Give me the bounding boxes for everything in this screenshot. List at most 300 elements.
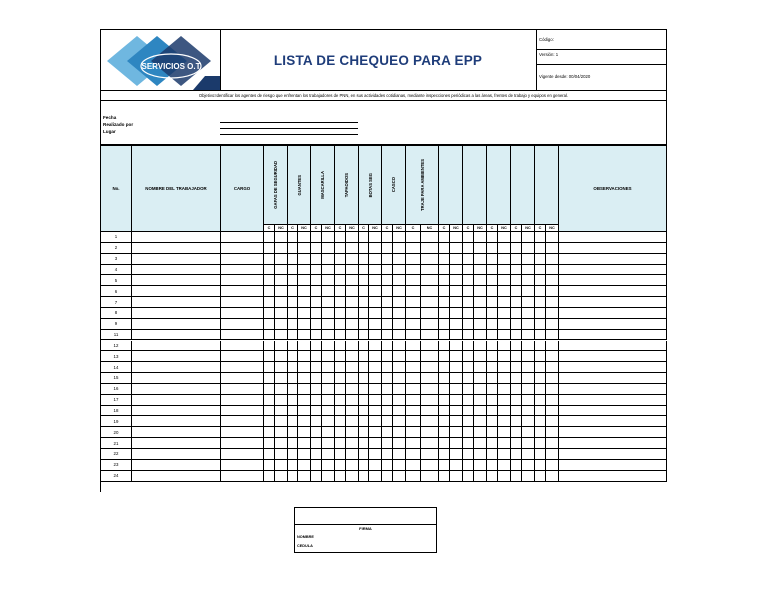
nc-check-cell[interactable] (346, 265, 359, 276)
nc-check-cell[interactable] (275, 297, 288, 308)
c-check-cell[interactable] (487, 449, 498, 460)
c-check-cell[interactable] (359, 373, 369, 384)
nc-check-cell[interactable] (393, 438, 406, 449)
nc-check-cell[interactable] (322, 416, 335, 427)
c-check-cell[interactable] (288, 427, 298, 438)
nc-check-cell[interactable] (275, 384, 288, 395)
nc-check-cell[interactable] (522, 232, 535, 243)
c-check-cell[interactable] (288, 254, 298, 265)
c-check-cell[interactable] (535, 243, 546, 254)
c-check-cell[interactable] (463, 373, 474, 384)
c-check-cell[interactable] (535, 275, 546, 286)
nc-check-cell[interactable] (346, 232, 359, 243)
cargo-cell[interactable] (221, 449, 264, 460)
c-check-cell[interactable] (359, 297, 369, 308)
nc-check-cell[interactable] (450, 341, 463, 352)
nc-check-cell[interactable] (498, 449, 511, 460)
c-check-cell[interactable] (335, 341, 346, 352)
nc-check-cell[interactable] (421, 416, 439, 427)
signature-area[interactable] (295, 508, 436, 525)
observaciones-cell[interactable] (559, 341, 667, 352)
nc-check-cell[interactable] (421, 460, 439, 471)
nombre-cell[interactable] (132, 395, 221, 406)
c-check-cell[interactable] (264, 395, 275, 406)
c-check-cell[interactable] (487, 384, 498, 395)
nc-check-cell[interactable] (322, 265, 335, 276)
c-check-cell[interactable] (463, 243, 474, 254)
c-check-cell[interactable] (382, 319, 393, 330)
observaciones-cell[interactable] (559, 254, 667, 265)
c-check-cell[interactable] (311, 319, 322, 330)
c-check-cell[interactable] (288, 330, 298, 341)
c-check-cell[interactable] (311, 286, 322, 297)
cargo-cell[interactable] (221, 471, 264, 482)
nc-check-cell[interactable] (498, 330, 511, 341)
c-check-cell[interactable] (311, 341, 322, 352)
c-check-cell[interactable] (511, 297, 522, 308)
nc-check-cell[interactable] (369, 319, 382, 330)
c-check-cell[interactable] (487, 232, 498, 243)
c-check-cell[interactable] (311, 471, 322, 482)
c-check-cell[interactable] (463, 460, 474, 471)
c-check-cell[interactable] (288, 275, 298, 286)
c-check-cell[interactable] (311, 265, 322, 276)
nc-check-cell[interactable] (421, 297, 439, 308)
c-check-cell[interactable] (535, 395, 546, 406)
c-check-cell[interactable] (406, 297, 421, 308)
nombre-cell[interactable] (132, 416, 221, 427)
nc-check-cell[interactable] (546, 243, 559, 254)
c-check-cell[interactable] (487, 319, 498, 330)
nc-check-cell[interactable] (298, 330, 311, 341)
nc-check-cell[interactable] (393, 406, 406, 417)
nc-check-cell[interactable] (522, 243, 535, 254)
cargo-cell[interactable] (221, 297, 264, 308)
nc-check-cell[interactable] (421, 449, 439, 460)
observaciones-cell[interactable] (559, 232, 667, 243)
c-check-cell[interactable] (463, 341, 474, 352)
c-check-cell[interactable] (439, 330, 450, 341)
c-check-cell[interactable] (264, 416, 275, 427)
c-check-cell[interactable] (359, 384, 369, 395)
nc-check-cell[interactable] (322, 297, 335, 308)
c-check-cell[interactable] (359, 406, 369, 417)
c-check-cell[interactable] (511, 265, 522, 276)
nc-check-cell[interactable] (498, 286, 511, 297)
c-check-cell[interactable] (264, 406, 275, 417)
c-check-cell[interactable] (335, 351, 346, 362)
nc-check-cell[interactable] (421, 275, 439, 286)
c-check-cell[interactable] (335, 395, 346, 406)
nc-check-cell[interactable] (346, 384, 359, 395)
nc-check-cell[interactable] (275, 406, 288, 417)
c-check-cell[interactable] (511, 330, 522, 341)
nc-check-cell[interactable] (322, 362, 335, 373)
c-check-cell[interactable] (382, 449, 393, 460)
nc-check-cell[interactable] (498, 471, 511, 482)
cargo-cell[interactable] (221, 308, 264, 319)
nombre-cell[interactable] (132, 438, 221, 449)
c-check-cell[interactable] (406, 341, 421, 352)
nc-check-cell[interactable] (421, 471, 439, 482)
observaciones-cell[interactable] (559, 427, 667, 438)
c-check-cell[interactable] (406, 243, 421, 254)
nc-check-cell[interactable] (450, 297, 463, 308)
observaciones-cell[interactable] (559, 330, 667, 341)
nc-check-cell[interactable] (346, 243, 359, 254)
nombre-cell[interactable] (132, 362, 221, 373)
nc-check-cell[interactable] (450, 471, 463, 482)
nc-check-cell[interactable] (393, 449, 406, 460)
c-check-cell[interactable] (406, 373, 421, 384)
nc-check-cell[interactable] (393, 254, 406, 265)
nc-check-cell[interactable] (421, 254, 439, 265)
c-check-cell[interactable] (288, 351, 298, 362)
c-check-cell[interactable] (463, 275, 474, 286)
c-check-cell[interactable] (535, 351, 546, 362)
c-check-cell[interactable] (439, 308, 450, 319)
c-check-cell[interactable] (535, 254, 546, 265)
nc-check-cell[interactable] (546, 395, 559, 406)
nc-check-cell[interactable] (298, 351, 311, 362)
nc-check-cell[interactable] (298, 243, 311, 254)
nc-check-cell[interactable] (298, 438, 311, 449)
c-check-cell[interactable] (382, 427, 393, 438)
nc-check-cell[interactable] (546, 427, 559, 438)
nombre-cell[interactable] (132, 275, 221, 286)
c-check-cell[interactable] (511, 373, 522, 384)
cargo-cell[interactable] (221, 438, 264, 449)
c-check-cell[interactable] (511, 406, 522, 417)
c-check-cell[interactable] (335, 416, 346, 427)
nc-check-cell[interactable] (474, 243, 487, 254)
c-check-cell[interactable] (335, 319, 346, 330)
c-check-cell[interactable] (359, 460, 369, 471)
c-check-cell[interactable] (335, 373, 346, 384)
c-check-cell[interactable] (311, 449, 322, 460)
nc-check-cell[interactable] (369, 286, 382, 297)
nc-check-cell[interactable] (275, 373, 288, 384)
nc-check-cell[interactable] (450, 438, 463, 449)
nc-check-cell[interactable] (298, 384, 311, 395)
nc-check-cell[interactable] (421, 362, 439, 373)
c-check-cell[interactable] (439, 362, 450, 373)
c-check-cell[interactable] (359, 308, 369, 319)
nc-check-cell[interactable] (522, 384, 535, 395)
c-check-cell[interactable] (463, 330, 474, 341)
c-check-cell[interactable] (359, 471, 369, 482)
c-check-cell[interactable] (311, 330, 322, 341)
nc-check-cell[interactable] (298, 319, 311, 330)
nc-check-cell[interactable] (522, 286, 535, 297)
nc-check-cell[interactable] (322, 471, 335, 482)
c-check-cell[interactable] (382, 471, 393, 482)
nc-check-cell[interactable] (450, 362, 463, 373)
nc-check-cell[interactable] (474, 308, 487, 319)
nc-check-cell[interactable] (322, 275, 335, 286)
nc-check-cell[interactable] (546, 373, 559, 384)
c-check-cell[interactable] (463, 362, 474, 373)
nc-check-cell[interactable] (322, 254, 335, 265)
nc-check-cell[interactable] (450, 351, 463, 362)
c-check-cell[interactable] (288, 406, 298, 417)
nombre-cell[interactable] (132, 384, 221, 395)
c-check-cell[interactable] (463, 297, 474, 308)
nc-check-cell[interactable] (393, 330, 406, 341)
c-check-cell[interactable] (535, 438, 546, 449)
c-check-cell[interactable] (311, 384, 322, 395)
nc-check-cell[interactable] (298, 427, 311, 438)
c-check-cell[interactable] (382, 460, 393, 471)
c-check-cell[interactable] (264, 427, 275, 438)
c-check-cell[interactable] (382, 330, 393, 341)
c-check-cell[interactable] (264, 319, 275, 330)
cargo-cell[interactable] (221, 384, 264, 395)
c-check-cell[interactable] (535, 330, 546, 341)
cargo-cell[interactable] (221, 330, 264, 341)
c-check-cell[interactable] (311, 232, 322, 243)
nc-check-cell[interactable] (421, 330, 439, 341)
cargo-cell[interactable] (221, 254, 264, 265)
nc-check-cell[interactable] (474, 297, 487, 308)
nc-check-cell[interactable] (393, 341, 406, 352)
c-check-cell[interactable] (439, 341, 450, 352)
nc-check-cell[interactable] (546, 341, 559, 352)
c-check-cell[interactable] (264, 275, 275, 286)
c-check-cell[interactable] (535, 449, 546, 460)
nc-check-cell[interactable] (346, 308, 359, 319)
nc-check-cell[interactable] (275, 243, 288, 254)
observaciones-cell[interactable] (559, 406, 667, 417)
nc-check-cell[interactable] (298, 460, 311, 471)
c-check-cell[interactable] (359, 427, 369, 438)
nc-check-cell[interactable] (498, 275, 511, 286)
c-check-cell[interactable] (511, 254, 522, 265)
nc-check-cell[interactable] (450, 243, 463, 254)
c-check-cell[interactable] (264, 232, 275, 243)
nombre-cell[interactable] (132, 297, 221, 308)
observaciones-cell[interactable] (559, 471, 667, 482)
c-check-cell[interactable] (335, 460, 346, 471)
c-check-cell[interactable] (463, 351, 474, 362)
c-check-cell[interactable] (359, 243, 369, 254)
c-check-cell[interactable] (463, 438, 474, 449)
nc-check-cell[interactable] (450, 406, 463, 417)
nc-check-cell[interactable] (322, 460, 335, 471)
observaciones-cell[interactable] (559, 265, 667, 276)
c-check-cell[interactable] (264, 460, 275, 471)
c-check-cell[interactable] (487, 373, 498, 384)
nc-check-cell[interactable] (275, 265, 288, 276)
nc-check-cell[interactable] (522, 351, 535, 362)
nc-check-cell[interactable] (474, 460, 487, 471)
c-check-cell[interactable] (439, 460, 450, 471)
observaciones-cell[interactable] (559, 319, 667, 330)
c-check-cell[interactable] (535, 427, 546, 438)
c-check-cell[interactable] (335, 449, 346, 460)
c-check-cell[interactable] (439, 265, 450, 276)
c-check-cell[interactable] (535, 471, 546, 482)
c-check-cell[interactable] (382, 373, 393, 384)
c-check-cell[interactable] (311, 427, 322, 438)
observaciones-cell[interactable] (559, 384, 667, 395)
c-check-cell[interactable] (511, 384, 522, 395)
cargo-cell[interactable] (221, 265, 264, 276)
nc-check-cell[interactable] (421, 406, 439, 417)
nc-check-cell[interactable] (498, 438, 511, 449)
nc-check-cell[interactable] (369, 416, 382, 427)
nc-check-cell[interactable] (346, 275, 359, 286)
nc-check-cell[interactable] (322, 319, 335, 330)
observaciones-cell[interactable] (559, 286, 667, 297)
nc-check-cell[interactable] (393, 395, 406, 406)
c-check-cell[interactable] (406, 275, 421, 286)
c-check-cell[interactable] (335, 254, 346, 265)
nc-check-cell[interactable] (369, 438, 382, 449)
c-check-cell[interactable] (359, 438, 369, 449)
c-check-cell[interactable] (487, 427, 498, 438)
nombre-cell[interactable] (132, 351, 221, 362)
nc-check-cell[interactable] (474, 319, 487, 330)
nc-check-cell[interactable] (546, 254, 559, 265)
c-check-cell[interactable] (382, 362, 393, 373)
nc-check-cell[interactable] (498, 297, 511, 308)
c-check-cell[interactable] (288, 286, 298, 297)
nc-check-cell[interactable] (322, 449, 335, 460)
nc-check-cell[interactable] (369, 427, 382, 438)
nc-check-cell[interactable] (450, 319, 463, 330)
nc-check-cell[interactable] (522, 449, 535, 460)
nc-check-cell[interactable] (522, 362, 535, 373)
nc-check-cell[interactable] (474, 449, 487, 460)
c-check-cell[interactable] (439, 351, 450, 362)
nombre-cell[interactable] (132, 341, 221, 352)
c-check-cell[interactable] (511, 275, 522, 286)
c-check-cell[interactable] (382, 265, 393, 276)
c-check-cell[interactable] (439, 243, 450, 254)
nc-check-cell[interactable] (298, 362, 311, 373)
c-check-cell[interactable] (264, 438, 275, 449)
nc-check-cell[interactable] (546, 232, 559, 243)
c-check-cell[interactable] (335, 384, 346, 395)
nc-check-cell[interactable] (421, 286, 439, 297)
nc-check-cell[interactable] (275, 362, 288, 373)
cargo-cell[interactable] (221, 416, 264, 427)
c-check-cell[interactable] (311, 254, 322, 265)
c-check-cell[interactable] (535, 341, 546, 352)
nc-check-cell[interactable] (346, 297, 359, 308)
c-check-cell[interactable] (359, 319, 369, 330)
c-check-cell[interactable] (335, 286, 346, 297)
c-check-cell[interactable] (264, 297, 275, 308)
c-check-cell[interactable] (439, 297, 450, 308)
c-check-cell[interactable] (406, 254, 421, 265)
c-check-cell[interactable] (359, 254, 369, 265)
c-check-cell[interactable] (311, 460, 322, 471)
nc-check-cell[interactable] (450, 232, 463, 243)
nc-check-cell[interactable] (498, 341, 511, 352)
nc-check-cell[interactable] (393, 265, 406, 276)
nc-check-cell[interactable] (474, 471, 487, 482)
nc-check-cell[interactable] (393, 308, 406, 319)
c-check-cell[interactable] (288, 460, 298, 471)
nc-check-cell[interactable] (474, 373, 487, 384)
nc-check-cell[interactable] (522, 460, 535, 471)
nc-check-cell[interactable] (369, 395, 382, 406)
nc-check-cell[interactable] (369, 460, 382, 471)
nc-check-cell[interactable] (393, 373, 406, 384)
nc-check-cell[interactable] (421, 308, 439, 319)
c-check-cell[interactable] (359, 416, 369, 427)
nc-check-cell[interactable] (298, 449, 311, 460)
nc-check-cell[interactable] (474, 232, 487, 243)
nc-check-cell[interactable] (298, 308, 311, 319)
c-check-cell[interactable] (335, 243, 346, 254)
c-check-cell[interactable] (463, 406, 474, 417)
nombre-cell[interactable] (132, 243, 221, 254)
c-check-cell[interactable] (439, 449, 450, 460)
nc-check-cell[interactable] (322, 384, 335, 395)
nc-check-cell[interactable] (522, 330, 535, 341)
c-check-cell[interactable] (535, 319, 546, 330)
c-check-cell[interactable] (335, 308, 346, 319)
c-check-cell[interactable] (439, 406, 450, 417)
c-check-cell[interactable] (535, 384, 546, 395)
nc-check-cell[interactable] (546, 351, 559, 362)
c-check-cell[interactable] (511, 232, 522, 243)
nc-check-cell[interactable] (450, 286, 463, 297)
c-check-cell[interactable] (288, 438, 298, 449)
nc-check-cell[interactable] (522, 406, 535, 417)
nc-check-cell[interactable] (369, 297, 382, 308)
nc-check-cell[interactable] (393, 297, 406, 308)
nc-check-cell[interactable] (298, 265, 311, 276)
nc-check-cell[interactable] (322, 406, 335, 417)
nc-check-cell[interactable] (522, 265, 535, 276)
nc-check-cell[interactable] (275, 232, 288, 243)
cargo-cell[interactable] (221, 395, 264, 406)
c-check-cell[interactable] (535, 362, 546, 373)
nc-check-cell[interactable] (346, 373, 359, 384)
nc-check-cell[interactable] (275, 460, 288, 471)
c-check-cell[interactable] (288, 362, 298, 373)
nc-check-cell[interactable] (522, 416, 535, 427)
nombre-cell[interactable] (132, 286, 221, 297)
c-check-cell[interactable] (487, 460, 498, 471)
nc-check-cell[interactable] (498, 395, 511, 406)
nc-check-cell[interactable] (474, 341, 487, 352)
nc-check-cell[interactable] (369, 330, 382, 341)
nc-check-cell[interactable] (393, 460, 406, 471)
c-check-cell[interactable] (406, 330, 421, 341)
c-check-cell[interactable] (335, 471, 346, 482)
c-check-cell[interactable] (463, 395, 474, 406)
c-check-cell[interactable] (535, 373, 546, 384)
nc-check-cell[interactable] (546, 438, 559, 449)
nc-check-cell[interactable] (369, 275, 382, 286)
c-check-cell[interactable] (487, 438, 498, 449)
nc-check-cell[interactable] (346, 471, 359, 482)
cargo-cell[interactable] (221, 406, 264, 417)
c-check-cell[interactable] (359, 341, 369, 352)
nc-check-cell[interactable] (522, 427, 535, 438)
nc-check-cell[interactable] (474, 427, 487, 438)
nc-check-cell[interactable] (369, 265, 382, 276)
c-check-cell[interactable] (535, 308, 546, 319)
observaciones-cell[interactable] (559, 373, 667, 384)
nc-check-cell[interactable] (474, 265, 487, 276)
nc-check-cell[interactable] (522, 341, 535, 352)
